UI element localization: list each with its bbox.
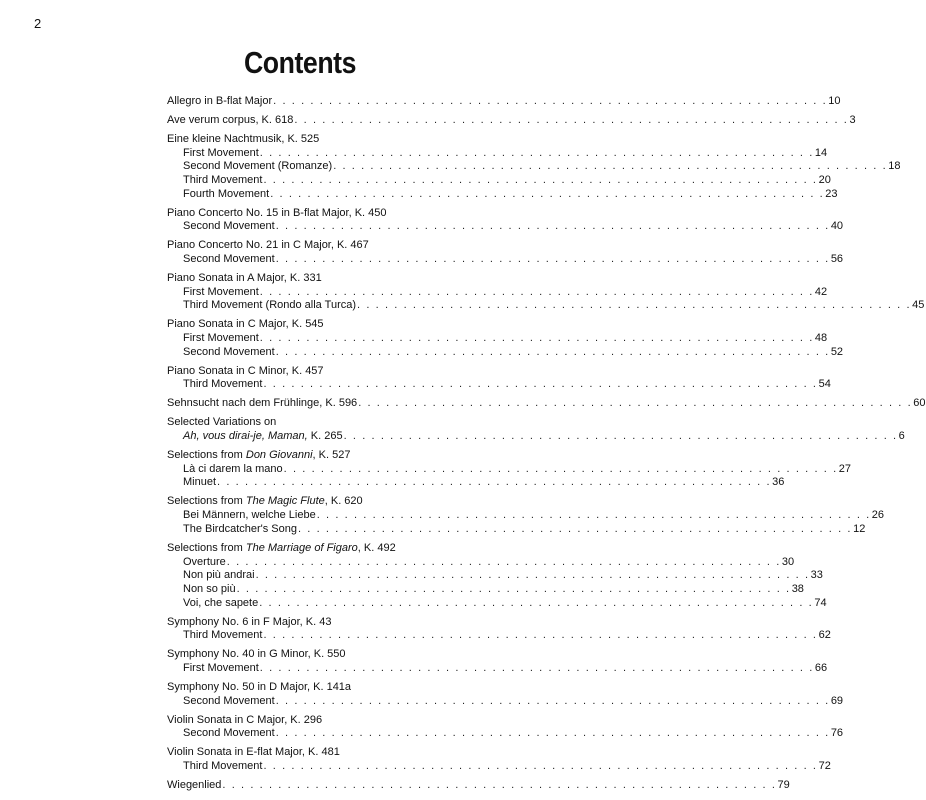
entry-label: Second Movement <box>183 727 275 740</box>
entry-label: Non so più <box>183 582 236 595</box>
dot-leader: . . . . . . . . . . . . . . . . . . . . . . . . . . . . . . . . . . . . . . . . . . . . . . . . . . . . . . . . . . . . <box>294 113 849 126</box>
page-ref: 74 <box>814 596 827 609</box>
entry-label: Sehnsucht nach dem Frühlinge, K. 596 <box>167 397 358 410</box>
page-ref: 69 <box>830 694 844 707</box>
dot-leader: . . . . . . . . . . . . . . . . . . . . . . . . . . . . . . . . . . . . . . . . . . . . . . . . . . . . . . . . . . . . <box>263 174 818 187</box>
toc-entry <box>167 462 852 477</box>
toc-heading: Piano Sonata in A Major, K. 331 <box>167 272 322 285</box>
entry-label-italic: Ah, vous dirai-je, Maman, <box>183 430 308 443</box>
dot-leader: . . . . . . . . . . . . . . . . . . . . . . . . . . . . . . . . . . . . . . . . . . . . . . . . . . . . . . . . . . . . <box>275 694 830 707</box>
entry-label: Là ci darem la mano <box>183 462 283 475</box>
page-ref: 54 <box>818 378 831 391</box>
entry-label: Fourth Movement <box>183 187 270 200</box>
entry-label: Voi, che sapete <box>183 596 259 609</box>
dot-leader: . . . . . . . . . . . . . . . . . . . . . . . . . . . . . . . . . . . . . . . . . . . . . . . . . . . . . . . . . . . . <box>275 345 830 358</box>
page-ref: 48 <box>814 332 828 345</box>
toc-heading: Piano Concerto No. 21 in C Major, K. 467 <box>167 239 369 252</box>
toc-group <box>167 680 844 708</box>
entry-label: Ave verum corpus, K. 618 <box>167 113 294 126</box>
toc-heading: Symphony No. 50 in D Major, K. 141a <box>167 680 352 693</box>
dot-leader: . . . . . . . . . . . . . . . . . . . . . . . . . . . . . . . . . . . . . . . . . . . . . . . . . . . . . . . . . . . . <box>298 522 853 535</box>
toc-group <box>167 416 905 443</box>
dot-leader: . . . . . . . . . . . . . . . . . . . . . . . . . . . . . . . . . . . . . . . . . . . . . . . . . . . . . . . . . . . . <box>316 509 871 522</box>
toc-entry <box>167 113 856 128</box>
entry-label: The Birdcatcher's Song <box>183 522 297 535</box>
entry-label <box>183 430 343 444</box>
toc-heading <box>167 449 433 463</box>
entry-label: Second Movement <box>183 220 275 233</box>
heading-suffix: , K. 527 <box>312 449 351 462</box>
toc-entry <box>167 146 828 161</box>
page-ref: 20 <box>818 174 831 187</box>
entry-label: Second Movement <box>183 253 275 266</box>
toc-entry <box>167 160 901 174</box>
toc-entry <box>167 569 823 583</box>
page-ref: 38 <box>791 582 804 595</box>
page-ref: 79 <box>777 778 790 791</box>
toc-group <box>167 95 841 109</box>
dot-leader: . . . . . . . . . . . . . . . . . . . . . . . . . . . . . . . . . . . . . . . . . . . . . . . . . . . . . . . . . . . . <box>259 332 814 345</box>
toc-entry <box>167 759 831 774</box>
entry-label: Third Movement <box>183 629 263 642</box>
entry-label-suffix: K. 265 <box>307 430 343 443</box>
toc-group <box>167 713 844 741</box>
heading-prefix: Selections from <box>167 449 246 462</box>
entry-label: Third Movement (Rondo alla Turca) <box>183 299 357 312</box>
toc-heading <box>167 495 433 509</box>
toc-entry <box>167 378 831 392</box>
dot-leader: . . . . . . . . . . . . . . . . . . . . . . . . . . . . . . . . . . . . . . . . . . . . . . . . . . . . . . . . . . . . <box>259 661 814 674</box>
dot-leader: . . . . . . . . . . . . . . . . . . . . . . . . . . . . . . . . . . . . . . . . . . . . . . . . . . . . . . . . . . . . <box>263 629 818 642</box>
toc-group <box>167 778 790 793</box>
page-title: Contents <box>243 45 357 80</box>
toc-entry <box>167 509 885 523</box>
entry-label: Overture <box>183 555 226 568</box>
toc-group <box>167 272 925 313</box>
toc-heading: Piano Concerto No. 15 in B-flat Major, K. 450 <box>167 206 387 219</box>
heading-suffix: , K. 492 <box>357 541 396 554</box>
table-of-contents <box>167 95 926 798</box>
toc-group <box>167 648 828 675</box>
toc-entry <box>167 555 795 570</box>
dot-leader: . . . . . . . . . . . . . . . . . . . . . . . . . . . . . . . . . . . . . . . . . . . . . . . . . . . . . . . . . . . . <box>275 727 830 740</box>
page-ref: 76 <box>830 727 844 740</box>
toc-group <box>167 132 901 201</box>
toc-heading: Symphony No. 40 in G Minor, K. 550 <box>167 648 346 661</box>
toc-heading <box>167 542 433 556</box>
page-number: 2 <box>34 16 42 31</box>
page-ref: 12 <box>853 522 866 535</box>
toc-heading: Violin Sonata in C Major, K. 296 <box>167 713 323 726</box>
toc-group <box>167 449 852 490</box>
toc-entry <box>167 522 866 537</box>
entry-label: Minuet <box>183 476 217 489</box>
toc-entry <box>167 332 828 346</box>
toc-entry <box>167 629 831 643</box>
toc-group <box>167 364 831 392</box>
heading-italic-title: Don Giovanni <box>245 449 313 462</box>
toc-entry <box>167 430 905 444</box>
page-ref: 45 <box>912 299 925 312</box>
toc-entry <box>167 253 844 267</box>
entry-label: First Movement <box>183 332 259 345</box>
heading-prefix: Selections from <box>167 541 246 554</box>
toc-entry <box>167 778 790 793</box>
dot-leader: . . . . . . . . . . . . . . . . . . . . . . . . . . . . . . . . . . . . . . . . . . . . . . . . . . . . . . . . . . . . <box>358 397 913 410</box>
page-ref: 40 <box>830 220 844 233</box>
toc-heading: Selected Variations on <box>167 416 277 429</box>
toc-entry <box>167 285 828 300</box>
dot-leader: . . . . . . . . . . . . . . . . . . . . . . . . . . . . . . . . . . . . . . . . . . . . . . . . . . . . . . . . . . . . <box>259 596 814 609</box>
page-ref: 18 <box>888 160 901 173</box>
toc-entry <box>167 220 844 234</box>
dot-leader: . . . . . . . . . . . . . . . . . . . . . . . . . . . . . . . . . . . . . . . . . . . . . . . . . . . . . . . . . . . . <box>263 378 818 391</box>
heading-italic-title: The Marriage of Figaro <box>245 541 358 554</box>
dot-leader: . . . . . . . . . . . . . . . . . . . . . . . . . . . . . . . . . . . . . . . . . . . . . . . . . . . . . . . . . . . . <box>273 95 828 107</box>
toc-group <box>167 239 844 266</box>
toc-heading: Violin Sonata in E-flat Major, K. 481 <box>167 746 340 759</box>
page-ref: 6 <box>898 430 905 443</box>
toc-entry <box>167 661 828 676</box>
toc-entry <box>167 582 804 597</box>
page-ref: 3 <box>849 113 856 126</box>
entry-label: Bei Männern, welche Liebe <box>183 509 316 522</box>
page-ref: 27 <box>838 462 852 475</box>
page-ref: 42 <box>814 285 828 298</box>
toc-group <box>167 113 856 128</box>
dot-leader: . . . . . . . . . . . . . . . . . . . . . . . . . . . . . . . . . . . . . . . . . . . . . . . . . . . . . . . . . . . . <box>222 778 777 791</box>
page-ref: 26 <box>871 509 885 522</box>
toc-heading: Piano Sonata in C Minor, K. 457 <box>167 364 324 377</box>
entry-label: Second Movement <box>183 694 275 707</box>
toc-entry <box>167 174 831 188</box>
dot-leader: . . . . . . . . . . . . . . . . . . . . . . . . . . . . . . . . . . . . . . . . . . . . . . . . . . . . . . . . . . . . <box>259 146 814 159</box>
entry-label: Third Movement <box>183 174 263 187</box>
toc-heading: Symphony No. 6 in F Major, K. 43 <box>167 615 332 628</box>
entry-label: First Movement <box>183 285 259 298</box>
entry-label: Second Movement (Romanze) <box>183 160 333 173</box>
page-ref: 14 <box>814 146 828 159</box>
heading-italic-title: The Magic Flute <box>245 495 325 508</box>
entry-label: Wiegenlied <box>167 778 222 791</box>
toc-group <box>167 495 885 536</box>
dot-leader: . . . . . . . . . . . . . . . . . . . . . . . . . . . . . . . . . . . . . . . . . . . . . . . . . . . . . . . . . . . . <box>217 476 772 489</box>
dot-leader: . . . . . . . . . . . . . . . . . . . . . . . . . . . . . . . . . . . . . . . . . . . . . . . . . . . . . . . . . . . . <box>259 285 814 298</box>
page-ref: 56 <box>830 253 844 266</box>
toc-entry <box>167 95 841 109</box>
dot-leader: . . . . . . . . . . . . . . . . . . . . . . . . . . . . . . . . . . . . . . . . . . . . . . . . . . . . . . . . . . . . <box>263 759 818 772</box>
toc-group <box>167 746 831 773</box>
entry-label: Third Movement <box>183 378 263 391</box>
dot-leader: . . . . . . . . . . . . . . . . . . . . . . . . . . . . . . . . . . . . . . . . . . . . . . . . . . . . . . . . . . . . <box>357 299 912 312</box>
page-ref: 62 <box>818 629 831 642</box>
page-ref: 60 <box>913 397 926 410</box>
toc-entry <box>167 299 925 313</box>
heading-suffix: , K. 620 <box>324 495 363 508</box>
page-ref: 33 <box>810 569 823 582</box>
page-ref: 10 <box>828 95 841 107</box>
dot-leader: . . . . . . . . . . . . . . . . . . . . . . . . . . . . . . . . . . . . . . . . . . . . . . . . . . . . . . . . . . . . <box>226 555 781 568</box>
dot-leader: . . . . . . . . . . . . . . . . . . . . . . . . . . . . . . . . . . . . . . . . . . . . . . . . . . . . . . . . . . . . <box>275 220 830 233</box>
entry-label: Non più andrai <box>183 569 255 582</box>
heading-prefix: Selections from <box>167 495 246 508</box>
entry-label: Third Movement <box>183 759 263 772</box>
toc-entry <box>167 596 827 611</box>
dot-leader: . . . . . . . . . . . . . . . . . . . . . . . . . . . . . . . . . . . . . . . . . . . . . . . . . . . . . . . . . . . . <box>270 187 825 200</box>
page-ref: 30 <box>781 555 795 568</box>
dot-leader: . . . . . . . . . . . . . . . . . . . . . . . . . . . . . . . . . . . . . . . . . . . . . . . . . . . . . . . . . . . . <box>236 582 791 595</box>
page-ref: 66 <box>814 661 828 674</box>
dot-leader: . . . . . . . . . . . . . . . . . . . . . . . . . . . . . . . . . . . . . . . . . . . . . . . . . . . . . . . . . . . . <box>343 430 898 443</box>
dot-leader: . . . . . . . . . . . . . . . . . . . . . . . . . . . . . . . . . . . . . . . . . . . . . . . . . . . . . . . . . . . . <box>283 462 838 475</box>
toc-heading: Piano Sonata in C Major, K. 545 <box>167 318 324 331</box>
entry-label: Allegro in B-flat Major <box>167 95 273 107</box>
toc-entry <box>167 476 785 490</box>
toc-group <box>167 397 926 411</box>
toc-entry <box>167 187 838 202</box>
toc-group <box>167 615 831 643</box>
toc-heading: Eine kleine Nachtmusik, K. 525 <box>167 132 320 145</box>
toc-group <box>167 318 844 359</box>
page-ref: 23 <box>825 187 838 200</box>
toc-entry <box>167 694 844 709</box>
toc-entry <box>167 397 926 411</box>
page-ref: 52 <box>830 345 844 358</box>
dot-leader: . . . . . . . . . . . . . . . . . . . . . . . . . . . . . . . . . . . . . . . . . . . . . . . . . . . . . . . . . . . . <box>255 569 810 582</box>
page-ref: 36 <box>772 476 785 489</box>
page-ref: 72 <box>818 759 831 772</box>
toc-group <box>167 206 844 234</box>
dot-leader: . . . . . . . . . . . . . . . . . . . . . . . . . . . . . . . . . . . . . . . . . . . . . . . . . . . . . . . . . . . . <box>275 253 830 266</box>
entry-label: First Movement <box>183 661 259 674</box>
entry-label: Second Movement <box>183 345 275 358</box>
toc-entry <box>167 345 844 360</box>
toc-group <box>167 541 827 610</box>
toc-entry <box>167 727 844 741</box>
entry-label: First Movement <box>183 146 259 159</box>
dot-leader: . . . . . . . . . . . . . . . . . . . . . . . . . . . . . . . . . . . . . . . . . . . . . . . . . . . . . . . . . . . . <box>333 160 888 173</box>
